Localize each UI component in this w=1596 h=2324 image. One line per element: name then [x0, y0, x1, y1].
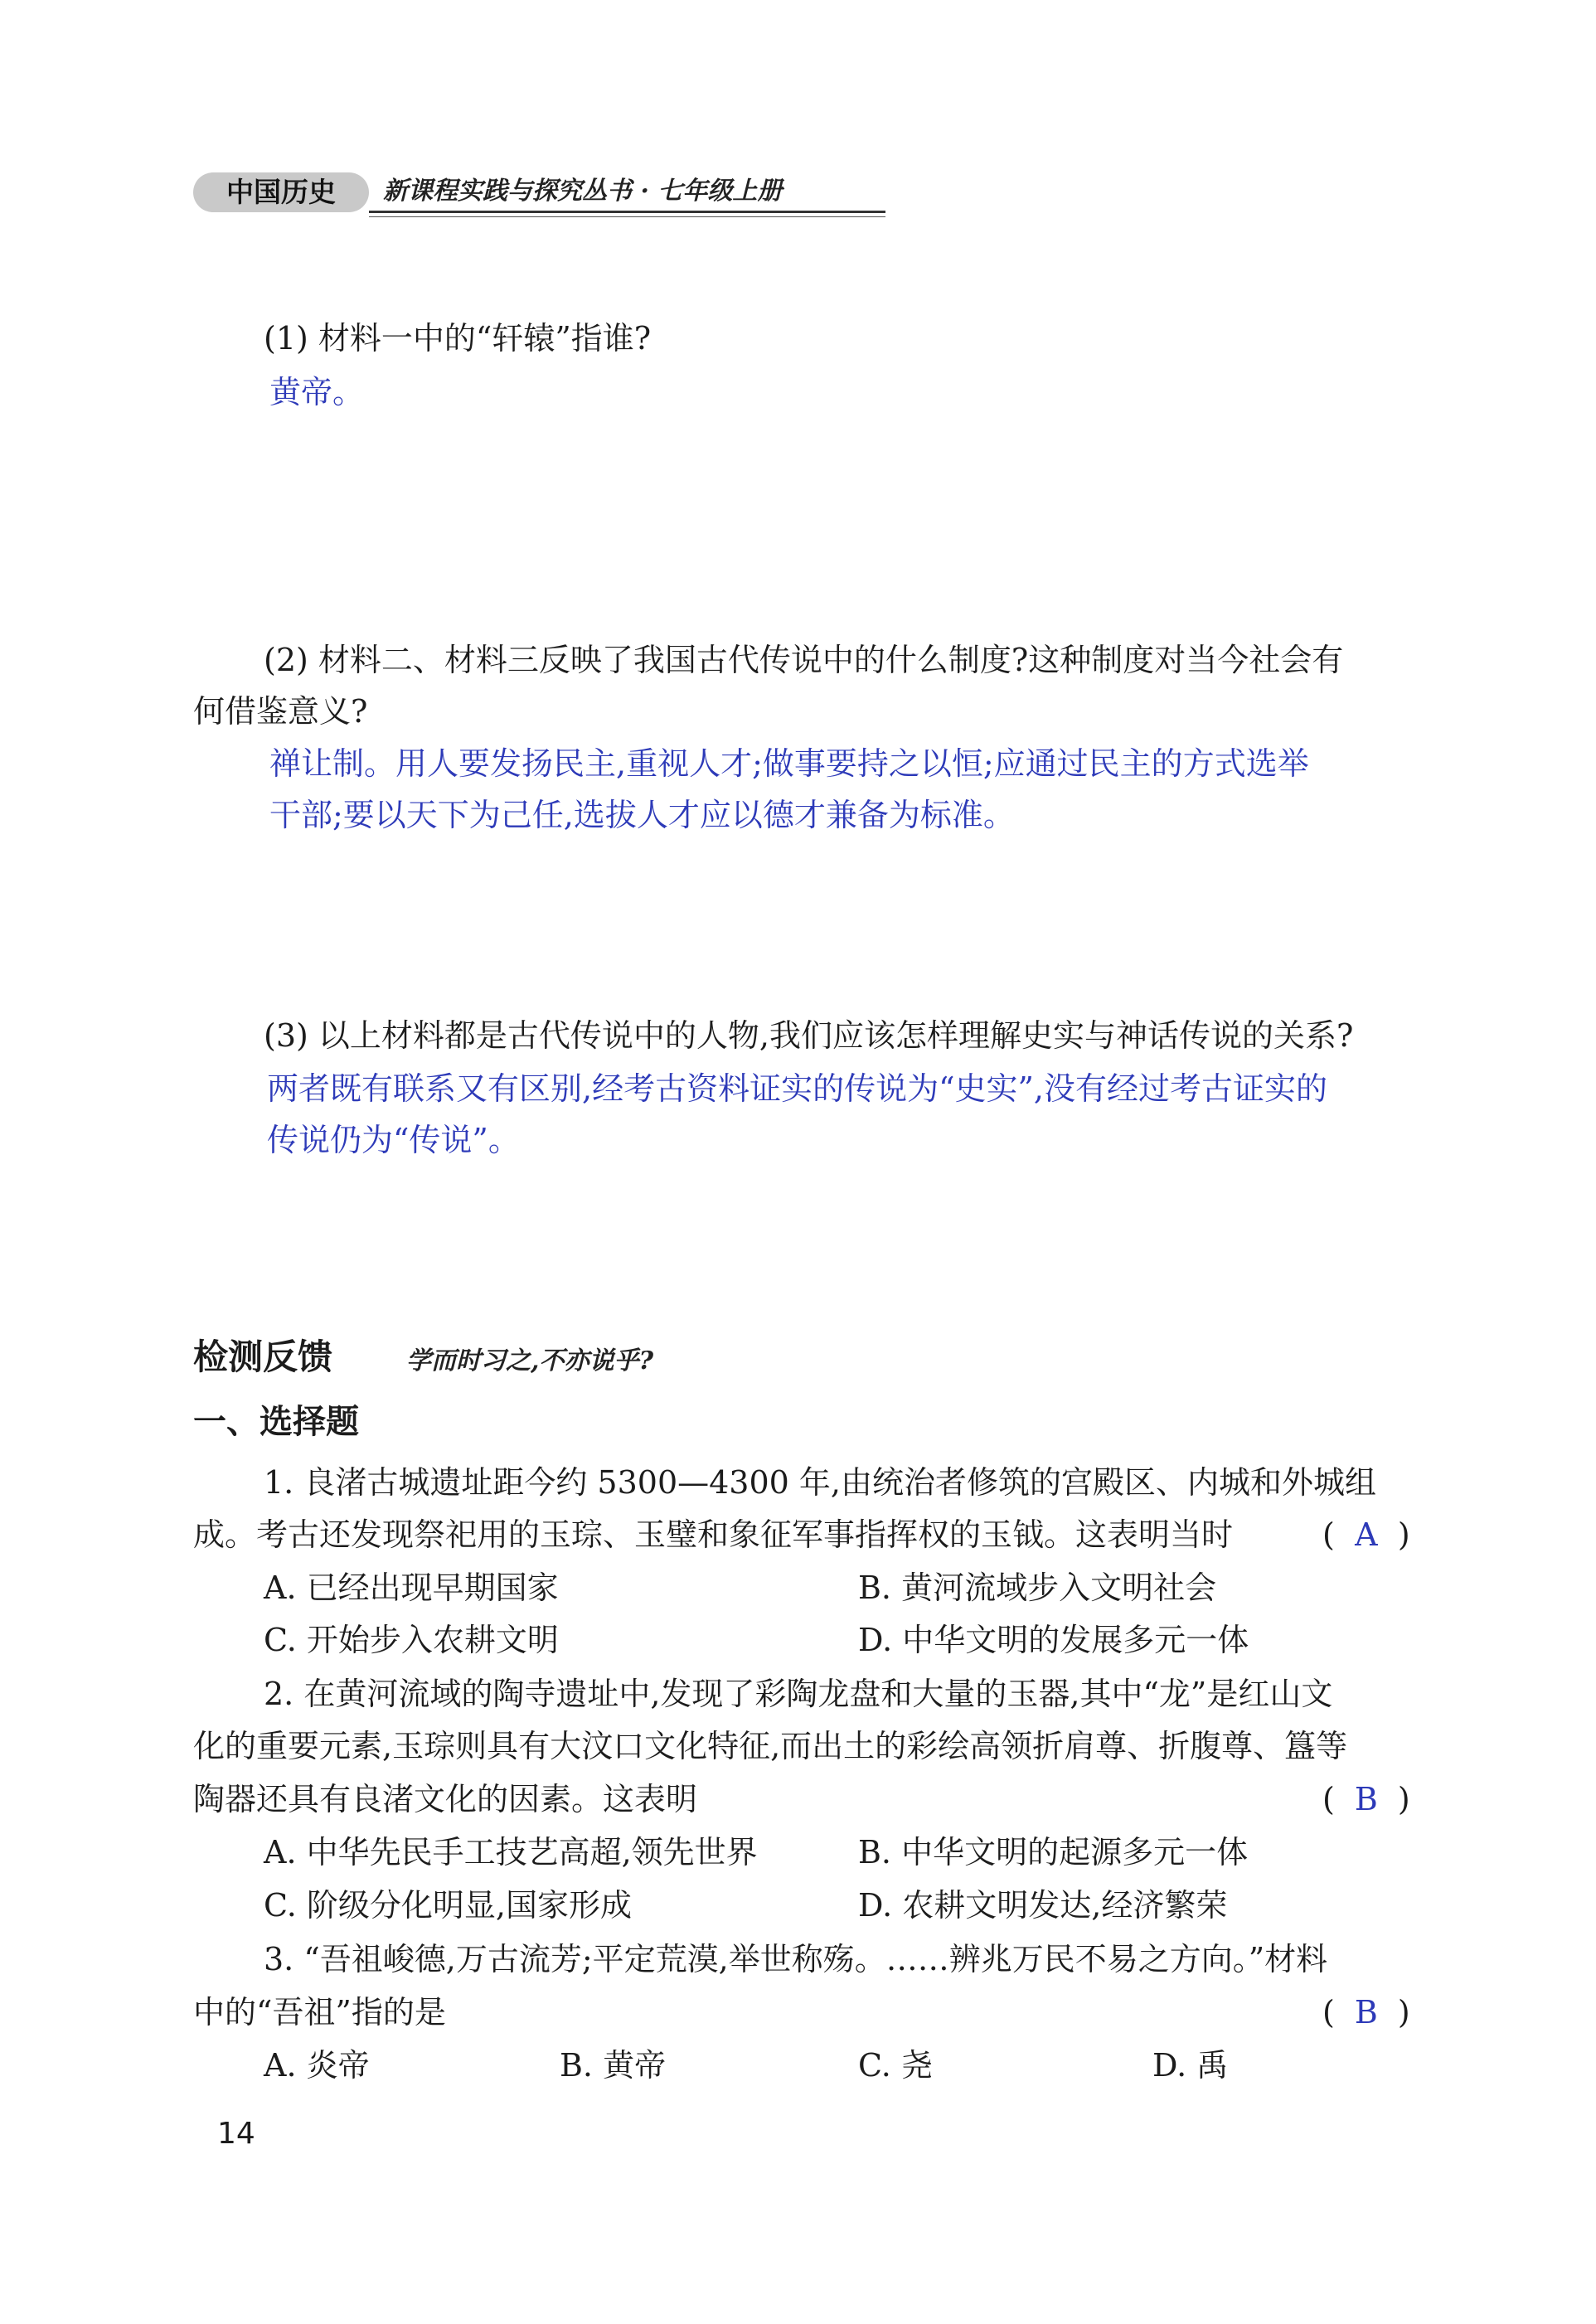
mcq-3-answer-box: ( B ): [1322, 1994, 1410, 2030]
mcq-2-line2: 化的重要元素,玉琮则具有大汶口文化特征,而出土的彩绘高领折肩尊、折腹尊、簋等: [193, 1728, 1348, 1764]
mcq-1-line2: 成。考古还发现祭祀用的玉琮、玉璧和象征军事指挥权的玉钺。这表明当时: [193, 1516, 1234, 1553]
section-motto: 学而时习之,不亦说乎?: [406, 1346, 654, 1375]
mcq-2-option-a: A. 中华先民手工技艺高超,领先世界: [264, 1834, 758, 1870]
mcq-2-line1: 2. 在黄河流域的陶寺遗址中,发现了彩陶龙盘和大量的玉器,其中“龙”是红山文: [264, 1676, 1333, 1712]
mcq-2-line3: 陶器还具有良渚文化的因素。这表明: [193, 1781, 698, 1817]
mcq-3-option-a: A. 炎帝: [264, 2047, 370, 2084]
part-title: 一、选择题: [193, 1403, 359, 1441]
mcq-2-option-d: D. 农耕文明发达,经济繁荣: [858, 1887, 1228, 1924]
mcq-3-line1: 3. “吾祖峻德,万古流芳;平定荒漠,举世称殇。……辨兆万民不易之方向。”材料: [264, 1941, 1328, 1977]
question-1-answer: 黄帝。: [269, 374, 365, 410]
mcq-3-option-c: C. 尧: [858, 2047, 933, 2084]
question-2-text-line1: (2) 材料二、材料三反映了我国古代传说中的什么制度?这种制度对当今社会有: [264, 642, 1344, 678]
mcq-1-option-a: A. 已经出现早期国家: [264, 1570, 559, 1606]
mcq-3-option-b: B. 黄帝: [560, 2047, 667, 2084]
page-number: 14: [217, 2117, 255, 2151]
question-2-answer-line1: 禅让制。用人要发扬民主,重视人才;做事要持之以恒;应通过民主的方式选举: [269, 745, 1309, 782]
mcq-2-answer-box: ( B ): [1322, 1781, 1410, 1817]
header-title: 新课程实践与探究丛书 · 七年级上册: [383, 177, 783, 206]
question-1-text: (1) 材料一中的“轩辕”指谁?: [264, 320, 652, 357]
mcq-1-option-c: C. 开始步入农耕文明: [264, 1622, 559, 1658]
mcq-3-answer: B: [1354, 1994, 1378, 2030]
question-3-answer-line2: 传说仍为“传说”。: [267, 1122, 520, 1158]
mcq-1-option-d: D. 中华文明的发展多元一体: [858, 1622, 1249, 1658]
header-rule-thin: [369, 216, 885, 217]
header-badge: 中国历史: [193, 172, 369, 212]
question-2-answer-line2: 干部;要以天下为己任,选拔人才应以德才兼备为标准。: [269, 797, 1015, 833]
mcq-2-option-b: B. 中华文明的起源多元一体: [858, 1834, 1249, 1870]
header-rule: [369, 211, 885, 213]
mcq-3-line2: 中的“吾祖”指的是: [193, 1994, 446, 2030]
mcq-1-answer-box: ( A ): [1322, 1516, 1410, 1553]
mcq-1-answer: A: [1355, 1516, 1378, 1553]
mcq-1-option-b: B. 黄河流域步入文明社会: [858, 1570, 1217, 1606]
question-3-text: (3) 以上材料都是古代传说中的人物,我们应该怎样理解史实与神话传说的关系?: [264, 1017, 1354, 1054]
mcq-2-option-c: C. 阶级分化明显,国家形成: [264, 1887, 632, 1924]
mcq-1-line1: 1. 良渚古城遗址距今约 5300—4300 年,由统治者修筑的宫殿区、内城和外城组: [264, 1464, 1376, 1501]
mcq-2-answer: B: [1354, 1781, 1378, 1817]
question-3-answer-line1: 两者既有联系又有区别,经考古资料证实的传说为“史实”,没有经过考古证实的: [267, 1070, 1328, 1107]
mcq-3-option-d: D. 禹: [1152, 2047, 1229, 2084]
question-2-text-line2: 何借鉴意义?: [193, 693, 368, 730]
section-title: 检测反馈: [193, 1337, 333, 1377]
